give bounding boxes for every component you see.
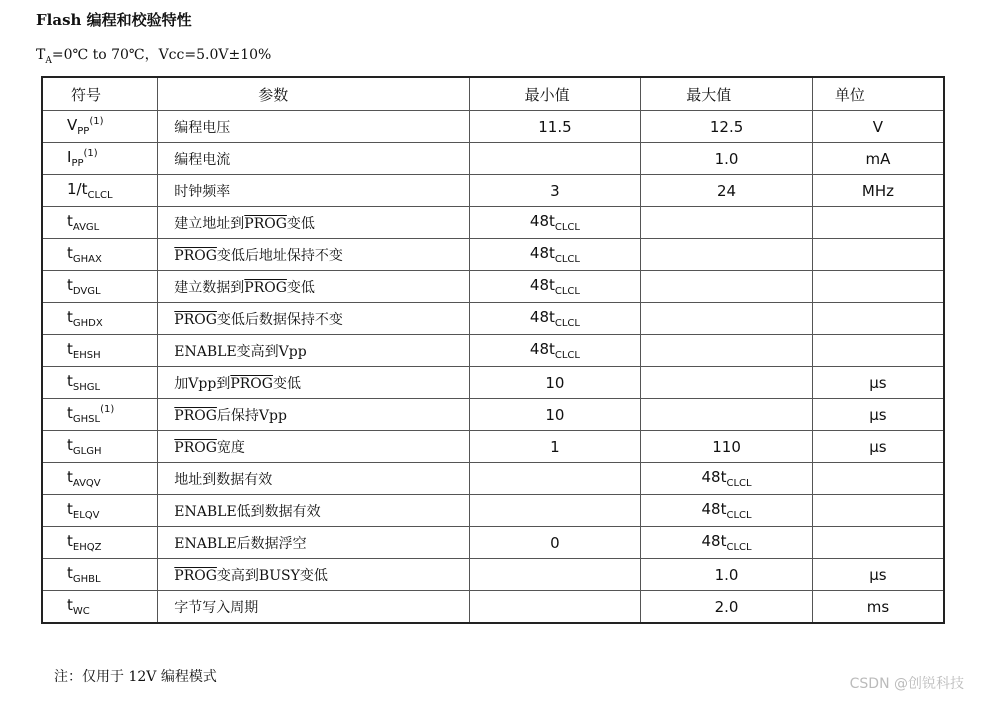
min-value: 48t bbox=[529, 212, 555, 230]
symbol-subscript: AVGL bbox=[72, 222, 100, 233]
table-row bbox=[42, 175, 944, 207]
min-value-cell bbox=[469, 303, 641, 335]
table-body bbox=[42, 111, 944, 624]
parameter-text: 变低后数据保持不变 bbox=[216, 311, 343, 328]
symbol-subscript: CLCL bbox=[87, 190, 113, 201]
unit-cell bbox=[812, 207, 944, 239]
symbol-subscript: EHQZ bbox=[72, 542, 102, 553]
min-value: 11.5 bbox=[538, 117, 572, 136]
min-value: 48t bbox=[529, 276, 555, 294]
max-value: 2.0 bbox=[714, 597, 739, 616]
symbol-subscript: ELQV bbox=[72, 510, 100, 521]
max-value-cell bbox=[641, 591, 813, 624]
min-value-cell bbox=[469, 527, 641, 559]
unit-cell bbox=[812, 335, 944, 367]
table-row bbox=[42, 207, 944, 239]
max-value-cell bbox=[641, 111, 813, 143]
parameter-text: 编程电压 bbox=[174, 119, 231, 136]
max-value-cell bbox=[641, 207, 813, 239]
symbol-subscript: WC bbox=[72, 606, 90, 617]
parameter-cell bbox=[158, 303, 469, 335]
symbol-cell bbox=[42, 207, 158, 239]
prog-overline-label: PROG bbox=[174, 407, 217, 424]
min-value-cell bbox=[469, 463, 641, 495]
watermark: CSDN @创锐科技 bbox=[849, 676, 964, 692]
unit-cell bbox=[812, 495, 944, 527]
min-value-cell bbox=[469, 175, 641, 207]
symbol-main: t bbox=[67, 596, 73, 614]
parameter-text: 变低 bbox=[286, 215, 315, 232]
min-value: 10 bbox=[545, 373, 565, 392]
table-row bbox=[42, 591, 944, 624]
parameter-text: 建立地址到 bbox=[174, 215, 245, 232]
min-value-subscript: CLCL bbox=[554, 350, 580, 361]
parameter-text: 加Vpp到 bbox=[174, 375, 231, 392]
min-value-subscript: CLCL bbox=[554, 286, 580, 297]
max-value: 48t bbox=[701, 500, 727, 518]
unit-cell bbox=[812, 239, 944, 271]
unit-cell: ms bbox=[812, 591, 944, 624]
symbol-main: I bbox=[67, 148, 72, 166]
parameter-cell bbox=[158, 271, 469, 303]
parameter-text: 编程电流 bbox=[174, 151, 231, 168]
min-value: 10 bbox=[545, 405, 565, 424]
header-unit: 单位 bbox=[812, 77, 944, 111]
symbol-cell bbox=[42, 271, 158, 303]
symbol-subscript: GLGH bbox=[72, 446, 102, 457]
min-value-subscript: CLCL bbox=[554, 222, 580, 233]
table-row bbox=[42, 559, 944, 591]
table-row bbox=[42, 463, 944, 495]
symbol-main: t bbox=[67, 276, 73, 294]
table-row bbox=[42, 239, 944, 271]
table-header-row bbox=[42, 77, 944, 111]
unit-cell bbox=[812, 303, 944, 335]
header-max: 最大值 bbox=[641, 77, 813, 111]
parameter-cell bbox=[158, 431, 469, 463]
symbol-main: t bbox=[67, 372, 73, 390]
max-value-cell bbox=[641, 335, 813, 367]
parameter-text: ENABLE低到数据有效 bbox=[174, 503, 321, 520]
unit-cell: MHz bbox=[812, 175, 944, 207]
unit-cell bbox=[812, 463, 944, 495]
prog-overline-label: PROG bbox=[244, 279, 287, 296]
min-value: 0 bbox=[550, 533, 560, 552]
symbol-subscript: SHGL bbox=[72, 382, 101, 393]
max-value-subscript: CLCL bbox=[726, 542, 752, 553]
parameter-cell bbox=[158, 239, 469, 271]
symbol-cell bbox=[42, 367, 158, 399]
min-value-cell bbox=[469, 495, 641, 527]
min-value: 48t bbox=[529, 244, 555, 262]
symbol-footnote-mark: (1) bbox=[83, 148, 98, 159]
symbol-main: t bbox=[67, 436, 73, 454]
table-row bbox=[42, 143, 944, 175]
parameter-text: 变低 bbox=[272, 375, 301, 392]
min-value-cell bbox=[469, 431, 641, 463]
parameter-cell bbox=[158, 527, 469, 559]
symbol-subscript: GHAX bbox=[72, 254, 102, 265]
symbol-cell bbox=[42, 559, 158, 591]
min-value-cell bbox=[469, 559, 641, 591]
parameter-text: 变低后地址保持不变 bbox=[216, 247, 343, 264]
prog-overline-label: PROG bbox=[174, 311, 217, 328]
min-value-cell bbox=[469, 271, 641, 303]
symbol-main: t bbox=[67, 564, 73, 582]
symbol-main: V bbox=[67, 116, 78, 134]
max-value: 12.5 bbox=[709, 117, 744, 136]
symbol-cell bbox=[42, 335, 158, 367]
symbol-cell bbox=[42, 175, 158, 207]
min-value-cell bbox=[469, 239, 641, 271]
table-row bbox=[42, 271, 944, 303]
prog-overline-label: PROG bbox=[244, 215, 287, 232]
symbol-cell bbox=[42, 495, 158, 527]
symbol-subscript: PP bbox=[71, 158, 84, 169]
table-row bbox=[42, 527, 944, 559]
min-value-cell bbox=[469, 367, 641, 399]
parameter-text: ENABLE后数据浮空 bbox=[174, 535, 307, 552]
max-value-cell bbox=[641, 303, 813, 335]
parameter-cell bbox=[158, 175, 469, 207]
min-value-subscript: CLCL bbox=[554, 318, 580, 329]
test-conditions bbox=[36, 44, 271, 66]
table-row bbox=[42, 495, 944, 527]
min-value: 1 bbox=[550, 437, 560, 456]
document-title: Flash 编程和校验特性 bbox=[36, 11, 192, 29]
max-value: 24 bbox=[717, 181, 737, 200]
symbol-cell bbox=[42, 431, 158, 463]
min-value-cell bbox=[469, 207, 641, 239]
ta-subscript: A bbox=[45, 55, 52, 66]
max-value-subscript: CLCL bbox=[726, 510, 752, 521]
min-value: 48t bbox=[529, 308, 555, 326]
max-value-cell bbox=[641, 143, 813, 175]
min-value-cell bbox=[469, 399, 641, 431]
flash-characteristics-table bbox=[41, 76, 945, 624]
symbol-cell bbox=[42, 399, 158, 431]
parameter-text: 变低 bbox=[286, 279, 315, 296]
conditions-text: =0℃ to 70℃，Vcc=5.0V±10% bbox=[51, 47, 272, 63]
max-value-cell bbox=[641, 239, 813, 271]
table-row bbox=[42, 111, 944, 143]
symbol-subscript: EHSH bbox=[72, 350, 101, 361]
unit-cell: V bbox=[812, 111, 944, 143]
max-value: 48t bbox=[701, 532, 727, 550]
max-value-cell bbox=[641, 175, 813, 207]
parameter-text: 建立数据到 bbox=[174, 279, 245, 296]
symbol-cell bbox=[42, 111, 158, 143]
header-parameter: 参数 bbox=[158, 77, 469, 111]
symbol-main: t bbox=[67, 468, 73, 486]
unit-cell: μs bbox=[812, 367, 944, 399]
symbol-subscript: GHSL bbox=[72, 414, 101, 425]
prog-overline-label: PROG bbox=[174, 439, 217, 456]
prog-overline-label: PROG bbox=[174, 567, 217, 584]
max-value-cell bbox=[641, 463, 813, 495]
max-value: 48t bbox=[701, 468, 727, 486]
parameter-cell bbox=[158, 111, 469, 143]
max-value: 1.0 bbox=[714, 149, 739, 168]
parameter-text: 字节写入周期 bbox=[174, 599, 259, 616]
table-row bbox=[42, 367, 944, 399]
min-value: 48t bbox=[529, 340, 555, 358]
parameter-cell bbox=[158, 463, 469, 495]
symbol-footnote-mark: (1) bbox=[89, 116, 104, 127]
footnote: 注：仅用于 12V 编程模式 bbox=[54, 669, 217, 685]
min-value-cell bbox=[469, 111, 641, 143]
max-value-cell bbox=[641, 527, 813, 559]
min-value: 3 bbox=[550, 181, 560, 200]
min-value-subscript: CLCL bbox=[554, 254, 580, 265]
symbol-subscript: GHDX bbox=[72, 318, 103, 329]
prog-overline-label: PROG bbox=[230, 375, 273, 392]
symbol-main: t bbox=[67, 532, 73, 550]
parameter-cell bbox=[158, 495, 469, 527]
max-value-cell bbox=[641, 431, 813, 463]
symbol-subscript: DVGL bbox=[72, 286, 101, 297]
max-value: 110 bbox=[712, 437, 741, 456]
unit-cell: μs bbox=[812, 559, 944, 591]
max-value-cell bbox=[641, 495, 813, 527]
symbol-main: t bbox=[67, 404, 73, 422]
max-value-cell bbox=[641, 399, 813, 431]
symbol-cell bbox=[42, 591, 158, 624]
table-row bbox=[42, 335, 944, 367]
parameter-cell bbox=[158, 367, 469, 399]
symbol-cell bbox=[42, 463, 158, 495]
table-row bbox=[42, 303, 944, 335]
symbol-main: t bbox=[67, 244, 73, 262]
header-symbol: 符号 bbox=[42, 77, 158, 111]
symbol-subscript: PP bbox=[77, 126, 90, 137]
parameter-cell bbox=[158, 591, 469, 624]
symbol-main: t bbox=[67, 340, 73, 358]
table-row bbox=[42, 399, 944, 431]
unit-cell: mA bbox=[812, 143, 944, 175]
symbol-cell bbox=[42, 303, 158, 335]
parameter-cell bbox=[158, 335, 469, 367]
symbol-main: t bbox=[67, 308, 73, 326]
parameter-text: 变高到BUSY变低 bbox=[216, 567, 328, 584]
parameter-cell bbox=[158, 143, 469, 175]
max-value: 1.0 bbox=[714, 565, 739, 584]
parameter-cell bbox=[158, 207, 469, 239]
parameter-cell bbox=[158, 559, 469, 591]
max-value-subscript: CLCL bbox=[726, 478, 752, 489]
unit-cell: μs bbox=[812, 399, 944, 431]
symbol-main: 1/t bbox=[67, 180, 88, 198]
min-value-cell bbox=[469, 591, 641, 624]
symbol-subscript: AVQV bbox=[72, 478, 101, 489]
ta-symbol: T bbox=[36, 47, 46, 63]
symbol-cell bbox=[42, 239, 158, 271]
max-value-cell bbox=[641, 271, 813, 303]
parameter-text: ENABLE变高到Vpp bbox=[174, 343, 307, 360]
max-value-cell bbox=[641, 367, 813, 399]
unit-cell bbox=[812, 271, 944, 303]
max-value-cell bbox=[641, 559, 813, 591]
unit-cell: μs bbox=[812, 431, 944, 463]
symbol-main: t bbox=[67, 212, 73, 230]
parameter-cell bbox=[158, 399, 469, 431]
parameter-text: 后保持Vpp bbox=[216, 407, 287, 424]
min-value-cell bbox=[469, 143, 641, 175]
symbol-cell bbox=[42, 143, 158, 175]
parameter-text: 时钟频率 bbox=[174, 183, 231, 200]
symbol-footnote-mark: (1) bbox=[100, 404, 115, 415]
symbol-cell bbox=[42, 527, 158, 559]
unit-cell bbox=[812, 527, 944, 559]
table-row bbox=[42, 431, 944, 463]
min-value-cell bbox=[469, 335, 641, 367]
header-min: 最小值 bbox=[469, 77, 641, 111]
prog-overline-label: PROG bbox=[174, 247, 217, 264]
symbol-main: t bbox=[67, 500, 73, 518]
symbol-subscript: GHBL bbox=[72, 574, 101, 585]
parameter-text: 地址到数据有效 bbox=[174, 471, 273, 488]
parameter-text: 宽度 bbox=[216, 439, 245, 456]
